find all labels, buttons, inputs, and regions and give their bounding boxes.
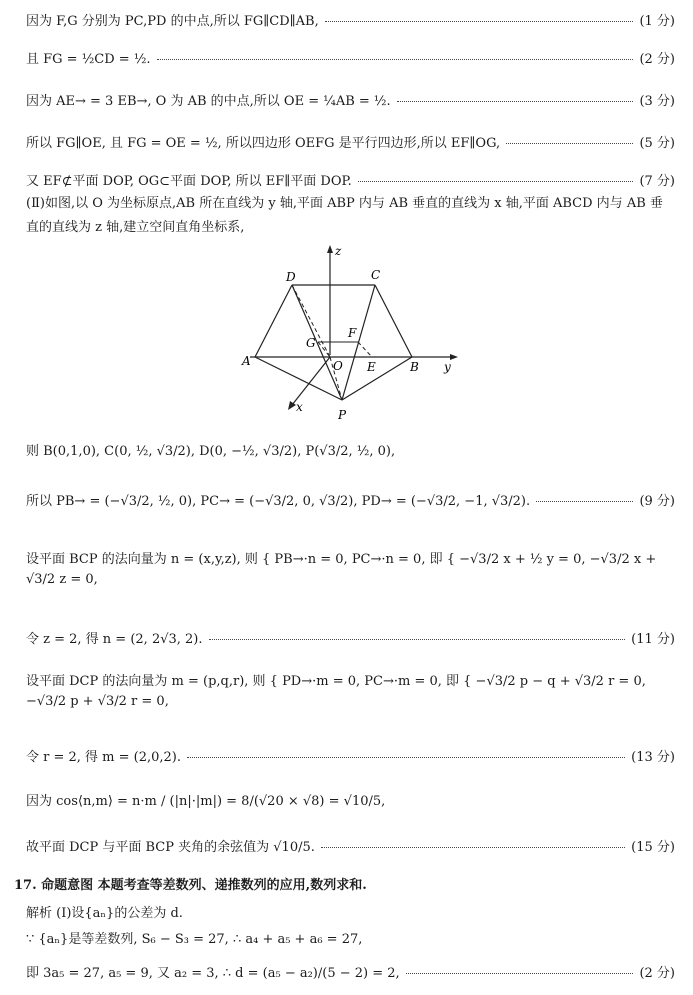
geometry-figure: [230, 245, 480, 420]
line-text: 因为 AE→ = 3 EB→, O 为 AB 的中点,所以 OE = ¼AB = ½.: [26, 94, 391, 109]
dotted-leader: [325, 21, 634, 22]
solution-line-18: [26, 962, 675, 981]
solution-line-13: [26, 790, 675, 809]
solution-line-2: [26, 48, 675, 67]
solution-line-3: [26, 90, 675, 109]
label-P: P: [338, 408, 347, 420]
label-F: F: [348, 326, 357, 340]
line-text: 故平面 DCP 与平面 BCP 夹角的余弦值为 √10/5.: [26, 840, 315, 855]
line-text: 且 FG = ½CD = ½.: [26, 52, 151, 67]
line-text: 即 3a₅ = 27, a₅ = 9, 又 a₂ = 3, ∴ d = (a₅ − a₂)/(5 − 2) = 2,: [26, 966, 400, 981]
line-text: 所以 PB→ = (−√3/2, ½, 0), PC→ = (−√3/2, 0, √3/2), PD→ = (−√3/2, −1, √3/2).: [26, 494, 531, 509]
line-text: 17. 命题意图 本题考查等差数列、递推数列的应用,数列求和.: [14, 878, 367, 893]
label-y: y: [444, 360, 451, 374]
solution-line-4: [26, 132, 675, 151]
line-text: 所以 FG∥OE, 且 FG = OE = ½, 所以四边形 OEFG 是平行四边形,所以 EF∥OG,: [26, 136, 501, 151]
score-mark: (2 分): [639, 966, 675, 981]
solution-line-7: [26, 440, 675, 459]
score-mark: (11 分): [631, 632, 675, 647]
score-mark: (1 分): [639, 14, 675, 29]
paragraph-text: (Ⅱ)如图,以 O 为坐标原点,AB 所在直线为 y 轴,平面 ABP 内与 AB 垂直的直线为 x 轴,平面 ABCD 内与 AB 垂直的直线为 z 轴,建立空间直角坐标系,: [26, 196, 663, 235]
dotted-leader: [536, 501, 633, 502]
label-B: B: [410, 360, 419, 374]
score-mark: (2 分): [639, 52, 675, 67]
edge-AD: [255, 285, 292, 357]
solution-line-12: [26, 746, 675, 765]
label-D: D: [286, 270, 296, 284]
edge-AP: [255, 357, 342, 400]
line-text: 因为 F,G 分别为 PC,PD 的中点,所以 FG∥CD∥AB,: [26, 14, 319, 29]
label-z: z: [335, 245, 342, 258]
solution-line-8: [26, 490, 675, 509]
line-text: 因为 cos⟨n,m⟩ = n·m / (|n|·|m|) = 8/(√20 × √8) = √10/5,: [26, 794, 386, 809]
dotted-leader: [397, 101, 634, 102]
score-mark: (3 分): [639, 94, 675, 109]
label-E: E: [367, 360, 376, 374]
score-mark: (15 分): [631, 840, 675, 855]
z-axis-arrow-icon: [327, 245, 333, 253]
line-text: ∵ {aₙ}是等差数列, S₆ − S₃ = 27, ∴ a₄ + a₅ + a₆ = 27,: [26, 932, 363, 947]
label-A: A: [242, 354, 251, 368]
y-axis-arrow-icon: [450, 354, 458, 360]
score-mark: (5 分): [639, 136, 675, 151]
line-text: 设平面 DCP 的法向量为 m = (p,q,r), 则 { PD→·m = 0, PC→·m = 0, 即 { −√3/2 p − q + √3/2 r = 0, −√3/2 p + √3/2 r = 0,: [26, 674, 646, 709]
dotted-leader: [187, 757, 625, 758]
dotted-leader: [209, 639, 626, 640]
edge-BC: [375, 285, 412, 357]
label-G: G: [306, 336, 316, 350]
label-C: C: [371, 268, 381, 282]
solution-line-5: [26, 170, 675, 189]
dashed-FE: [358, 342, 372, 357]
line-text: 则 B(0,1,0), C(0, ½, √3/2), D(0, −½, √3/2), P(√3/2, ½, 0),: [26, 444, 396, 459]
score-mark: (9 分): [639, 494, 675, 509]
line-text: 设平面 BCP 的法向量为 n = (x,y,z), 则 { PB→·n = 0, PC→·n = 0, 即 { −√3/2 x + ½ y = 0, −√3/2 x + √3/2 z = 0,: [26, 552, 657, 587]
analysis-heading: [26, 902, 675, 921]
line-text: 解析 (Ⅰ)设{aₙ}的公差为 d.: [26, 906, 183, 921]
label-x: x: [296, 400, 303, 414]
question-17-intent: [14, 874, 675, 893]
solution-line-10: [26, 628, 675, 647]
score-mark: (13 分): [631, 750, 675, 765]
solution-line-9: [26, 550, 675, 590]
label-O: O: [333, 359, 343, 373]
dotted-leader: [406, 973, 634, 974]
x-axis-line: [292, 357, 330, 405]
solution-line-11: [26, 672, 675, 712]
solution-line-1: [26, 10, 675, 29]
dotted-leader: [321, 847, 625, 848]
solution-paragraph-part2: [26, 192, 675, 240]
solution-line-14: [26, 836, 675, 855]
dotted-leader: [358, 181, 634, 182]
line-text: 又 EF⊄平面 DOP, OG⊂平面 DOP, 所以 EF∥平面 DOP.: [26, 174, 352, 189]
line-text: 令 z = 2, 得 n = (2, 2√3, 2).: [26, 632, 203, 647]
solution-line-17: [26, 928, 675, 947]
line-text: 令 r = 2, 得 m = (2,0,2).: [26, 750, 182, 765]
score-mark: (7 分): [639, 174, 675, 189]
dotted-leader: [506, 143, 633, 144]
dotted-leader: [157, 59, 634, 60]
